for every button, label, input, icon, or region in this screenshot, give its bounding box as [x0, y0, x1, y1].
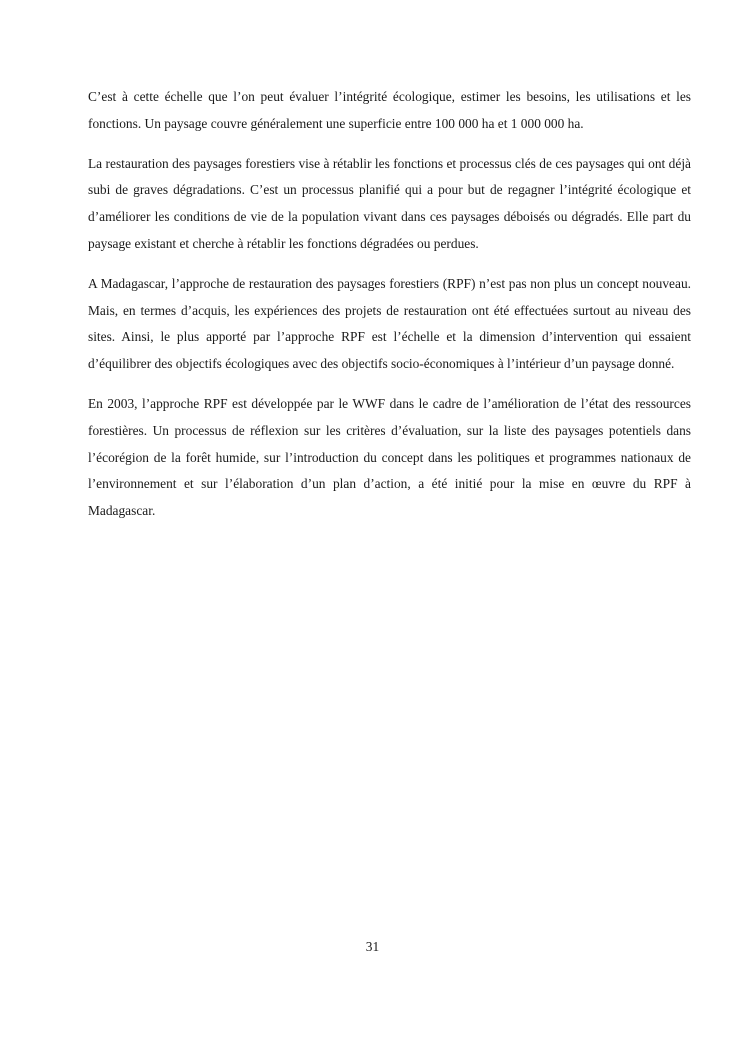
body-text — [88, 84, 691, 538]
paragraph-scale-evaluation: C’est à cette échelle que l’on peut évaluer l’intégrité écologique, estimer les besoins, les utilisations et les fonctions. Un paysage couvre généralement une superficie entre 100 000 ha et 1 000 000 ha. — [88, 89, 691, 131]
page-number: 31 — [365, 939, 380, 954]
paragraph-wwf-2003: En 2003, l’approche RPF est développée par le WWF dans le cadre de l’amélioration de l’état des ressources forestières. Un processus de réflexion sur les critères d’évaluation, sur la liste des paysages potentiels dans l’écorégion de la forêt humide, sur l’introduction du concept dans les politiques et programmes nationaux de l’environnement et sur l’élaboration d’un plan d’action, a été initié pour la mise en œuvre du RPF à Madagascar. — [88, 395, 691, 519]
paragraph-forest-restoration: La restauration des paysages forestiers vise à rétablir les fonctions et processus clés de ces paysages qui ont déjà subi de graves dégradations. C’est un processus planifié qui a pour but de regagner l’intégrité écologique et d’améliorer les conditions de vie de la population vivant dans ces paysages déboisés ou dégradés. Elle part du paysage existant et cherche à rétablir les fonctions dégradées ou perdues. — [88, 155, 691, 251]
paragraph-madagascar-rpf: A Madagascar, l’approche de restauration des paysages forestiers (RPF) n’est pas non plus un concept nouveau. Mais, en termes d’acquis, les expériences des projets de restauration ont été effectuées surtout au niveau des sites. Ainsi, le plus apporté par l’approche RPF est l’échelle et la dimension d’intervention qui essaient d’équilibrer des objectifs écologiques avec des objectifs socio-économiques à l’intérieur d’un paysage donné. — [88, 275, 691, 372]
